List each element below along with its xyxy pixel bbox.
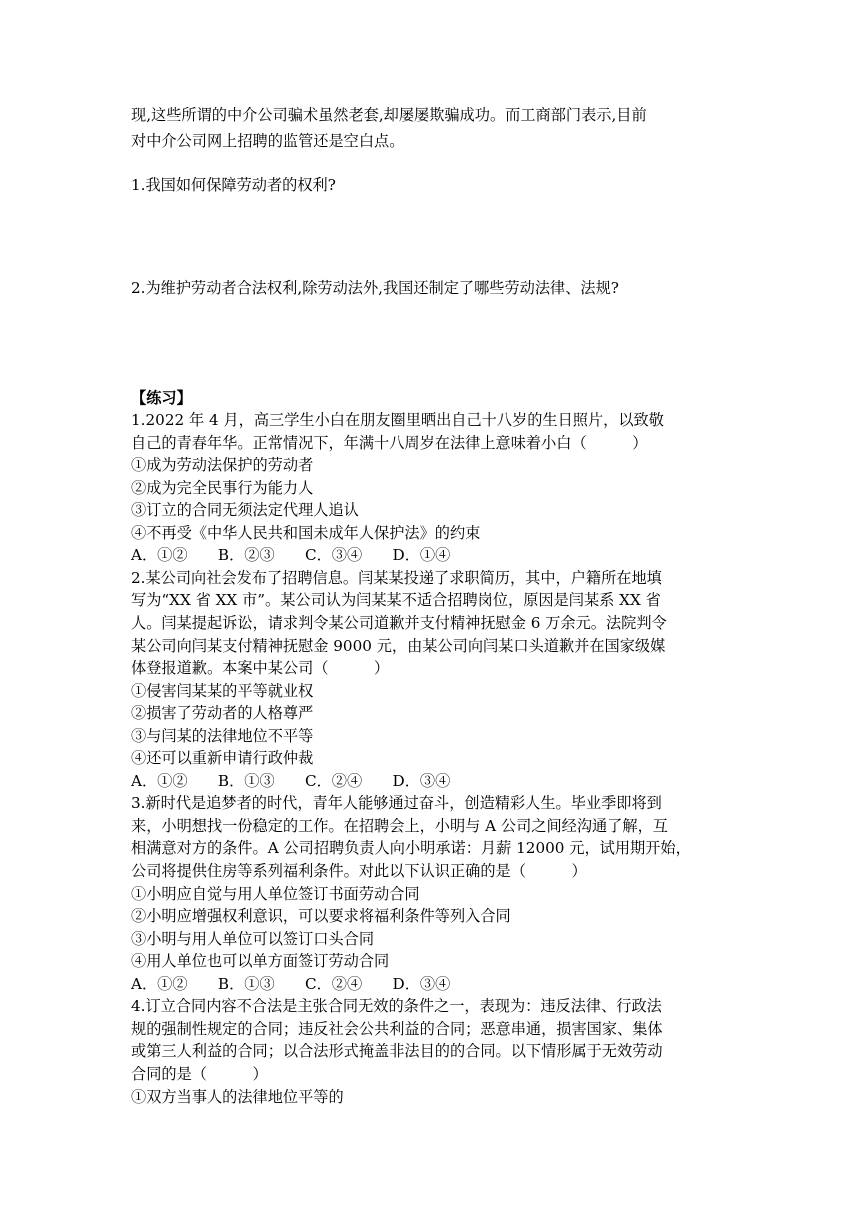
practice-line: 3.新时代是追梦者的时代，青年人能够通过奋斗，创造精彩人生。毕业季即将到 <box>131 794 662 813</box>
practice-line: A．①② B．①③ C．②④ D．③④ <box>131 771 451 790</box>
practice-heading: 【练习】 <box>131 389 192 407</box>
practice-line: 4.订立合同内容不合法是主张合同无效的条件之一，表现为：违反法律、行政法 <box>131 997 662 1016</box>
practice-line: 来，小明想找一份稳定的工作。在招聘会上，小明与 A 公司之间经沟通了解，互 <box>131 816 668 835</box>
practice-line: ①侵害闫某某的平等就业权 <box>131 681 314 700</box>
practice-line: 或第三人利益的合同；以合法形式掩盖非法目的的合同。以下情形属于无效劳动 <box>131 1042 663 1061</box>
practice-line: ③订立的合同无须法定代理人追认 <box>131 501 359 520</box>
question-1: 1.我国如何保障劳动者的权利? <box>131 176 336 194</box>
intro-line-2: 对中介公司网上招聘的监管还是空白点。 <box>131 132 405 150</box>
practice-line: 相满意对方的条件。A 公司招聘负责人向小明承诺：月薪 12000 元，试用期开始， <box>131 839 691 858</box>
practice-line: A．①② B．①③ C．②④ D．③④ <box>131 974 451 993</box>
practice-line: ④不再受《中华人民共和国未成年人保护法》的约束 <box>131 523 481 542</box>
practice-line: 规的强制性规定的合同；违反社会公共利益的合同；恶意串通，损害国家、集体 <box>131 1019 663 1038</box>
practice-line: ①双方当事人的法律地位平等的 <box>131 1087 344 1106</box>
practice-line: ③小明与用人单位可以签订口头合同 <box>131 929 374 948</box>
practice-line: 自己的青春年华。正常情况下，年满十八周岁在法律上意味着小白（ ） <box>131 433 648 452</box>
practice-line: ②损害了劳动者的人格尊严 <box>131 704 314 723</box>
practice-line: ②小明应增强权利意识，可以要求将福利条件等列入合同 <box>131 907 511 926</box>
practice-line: 体登报道歉。本案中某公司（ ） <box>131 659 390 678</box>
question-2: 2.为维护劳动者合法权利,除劳动法外,我国还制定了哪些劳动法律、法规? <box>131 279 619 297</box>
practice-line: ④还可以重新申请行政仲裁 <box>131 749 314 768</box>
practice-line: 合同的是（ ） <box>131 1064 268 1083</box>
intro-line-1: 现,这些所谓的中介公司骗术虽然老套,却屡屡欺骗成功。而工商部门表示,目前 <box>131 106 647 124</box>
practice-line: 某公司向闫某支付精神抚慰金 9000 元，由某公司向闫某口头道歉并在国家级媒 <box>131 636 666 655</box>
practice-line: ②成为完全民事行为能力人 <box>131 478 314 497</box>
practice-line: 2.某公司向社会发布了招聘信息。闫某某投递了求职简历，其中，户籍所在地填 <box>131 568 662 587</box>
practice-line: 人。闫某提起诉讼，请求判令某公司道歉并支付精神抚慰金 6 万余元。法院判令 <box>131 613 667 632</box>
practice-line: A．①② B．②③ C．③④ D．①④ <box>131 546 451 565</box>
practice-line: ③与闫某的法律地位不平等 <box>131 726 314 745</box>
practice-line: ①小明应自觉与用人单位签订书面劳动合同 <box>131 884 420 903</box>
practice-line: 1.2022 年 4 月，高三学生小白在朋友圈里晒出自己十八岁的生日照片，以致敬 <box>131 411 664 429</box>
practice-line: ④用人单位也可以单方面签订劳动合同 <box>131 952 390 971</box>
practice-line: ①成为劳动法保护的劳动者 <box>131 456 314 475</box>
practice-line: 公司将提供住房等系列福利条件。对此以下认识正确的是（ ） <box>131 862 587 880</box>
practice-line: 写为“XX 省 XX 市”。某公司认为闫某某不适合招聘岗位，原因是闫某系 XX 省 <box>131 591 661 610</box>
